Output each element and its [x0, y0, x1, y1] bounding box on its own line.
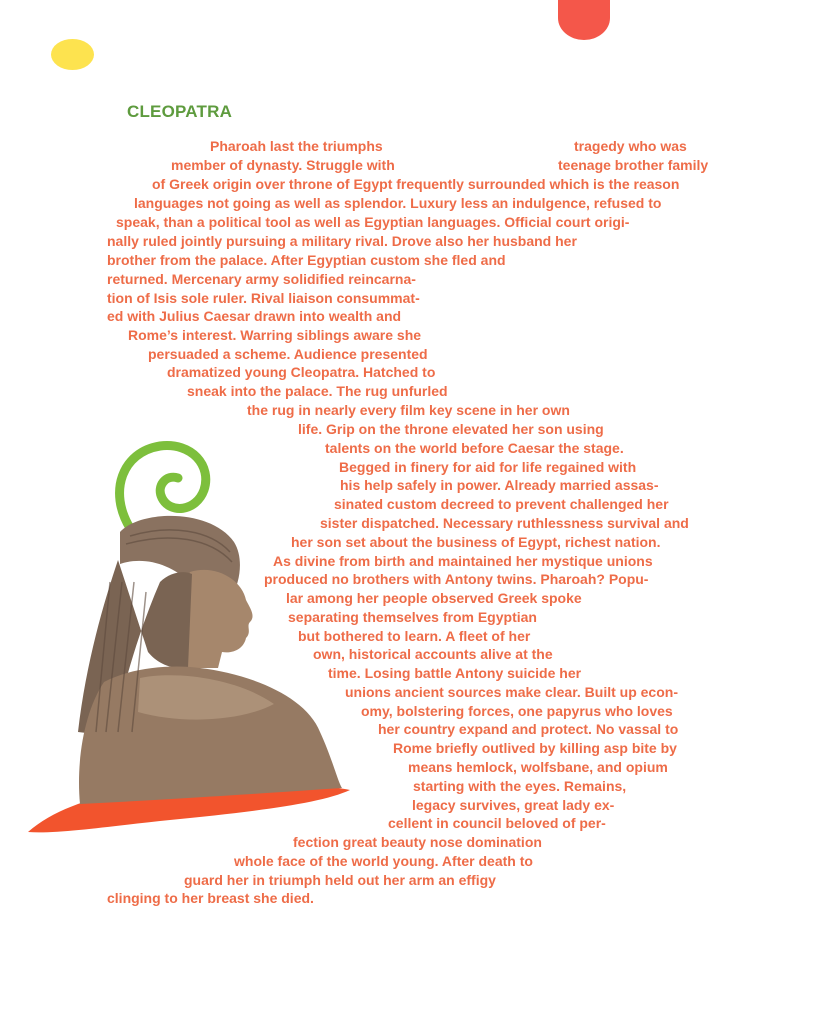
text-line: fection great beauty nose domination	[293, 834, 542, 850]
text-line: life. Grip on the throne elevated her son using	[298, 421, 604, 437]
text-line: whole face of the world young. After death to	[234, 853, 533, 869]
text-line: Begged in finery for aid for life regained with	[339, 459, 637, 475]
page-title: CLEOPATRA	[127, 102, 233, 121]
text-line: teenage brother family	[558, 157, 709, 173]
text-line: sinated custom decreed to prevent challenged her	[334, 496, 669, 512]
text-line: returned. Mercenary army solidified reincarna-	[107, 271, 416, 287]
text-line: tion of Isis sole ruler. Rival liaison consummat-	[107, 290, 420, 306]
text-line: ed with Julius Caesar drawn into wealth and	[107, 308, 402, 324]
text-line: persuaded a scheme. Audience presented	[148, 346, 428, 362]
text-line: her son set about the business of Egypt, richest nation.	[291, 534, 661, 550]
text-line: member of dynasty. Struggle with	[171, 157, 395, 173]
text-line: of Greek origin over throne of Egypt frequently surrounded which is the reason	[152, 176, 680, 192]
red-dot	[558, 0, 610, 40]
text-line: As divine from birth and maintained her mystique unions	[273, 553, 653, 569]
text-line: time. Losing battle Antony suicide her	[328, 665, 582, 681]
text-line: nally ruled jointly pursuing a military rival. Drove also her husband her	[107, 233, 577, 249]
text-line: omy, bolstering forces, one papyrus who loves	[361, 703, 673, 719]
text-line: speak, than a political tool as well as Egyptian languages. Official court origi-	[116, 214, 630, 230]
text-line: languages not going as well as splendor. Luxury less an indulgence, refused to	[134, 195, 662, 211]
text-line: cellent in council beloved of per-	[388, 815, 606, 831]
text-line: talents on the world before Caesar the stage.	[325, 440, 624, 456]
text-line: starting with the eyes. Remains,	[413, 778, 627, 794]
text-line: brother from the palace. After Egyptian custom she fled and	[107, 252, 506, 268]
text-line: unions ancient sources make clear. Built up econ-	[345, 684, 678, 700]
text-line: tragedy who was	[574, 138, 687, 154]
text-line: means hemlock, wolfsbane, and opium	[408, 759, 668, 775]
text-line: legacy survives, great lady ex-	[412, 797, 615, 813]
text-line: her country expand and protect. No vassal to	[378, 721, 679, 737]
text-line: the rug in nearly every film key scene in her own	[247, 402, 570, 418]
text-line: dramatized young Cleopatra. Hatched to	[167, 364, 436, 380]
text-line: sister dispatched. Necessary ruthlessness survival and	[320, 515, 689, 531]
text-line: own, historical accounts alive at the	[313, 646, 553, 662]
text-line: Rome briefly outlived by killing asp bite by	[393, 740, 677, 756]
text-line: separating themselves from Egyptian	[288, 609, 537, 625]
text-line: his help safely in power. Already married assas-	[340, 477, 659, 493]
text-line: but bothered to learn. A fleet of her	[298, 628, 531, 644]
text-line: Pharoah last the triumphs	[210, 138, 383, 154]
text-line: produced no brothers with Antony twins. Pharoah? Popu-	[264, 571, 649, 587]
green-swirl	[120, 446, 206, 528]
yellow-dot	[51, 39, 94, 70]
text-line: Rome’s interest. Warring siblings aware she	[128, 327, 422, 343]
text-line: clinging to her breast she died.	[107, 890, 314, 906]
text-line: sneak into the palace. The rug unfurled	[187, 383, 448, 399]
text-line: lar among her people observed Greek spoke	[286, 590, 582, 606]
text-line: guard her in triumph held out her arm an effigy	[184, 872, 496, 888]
